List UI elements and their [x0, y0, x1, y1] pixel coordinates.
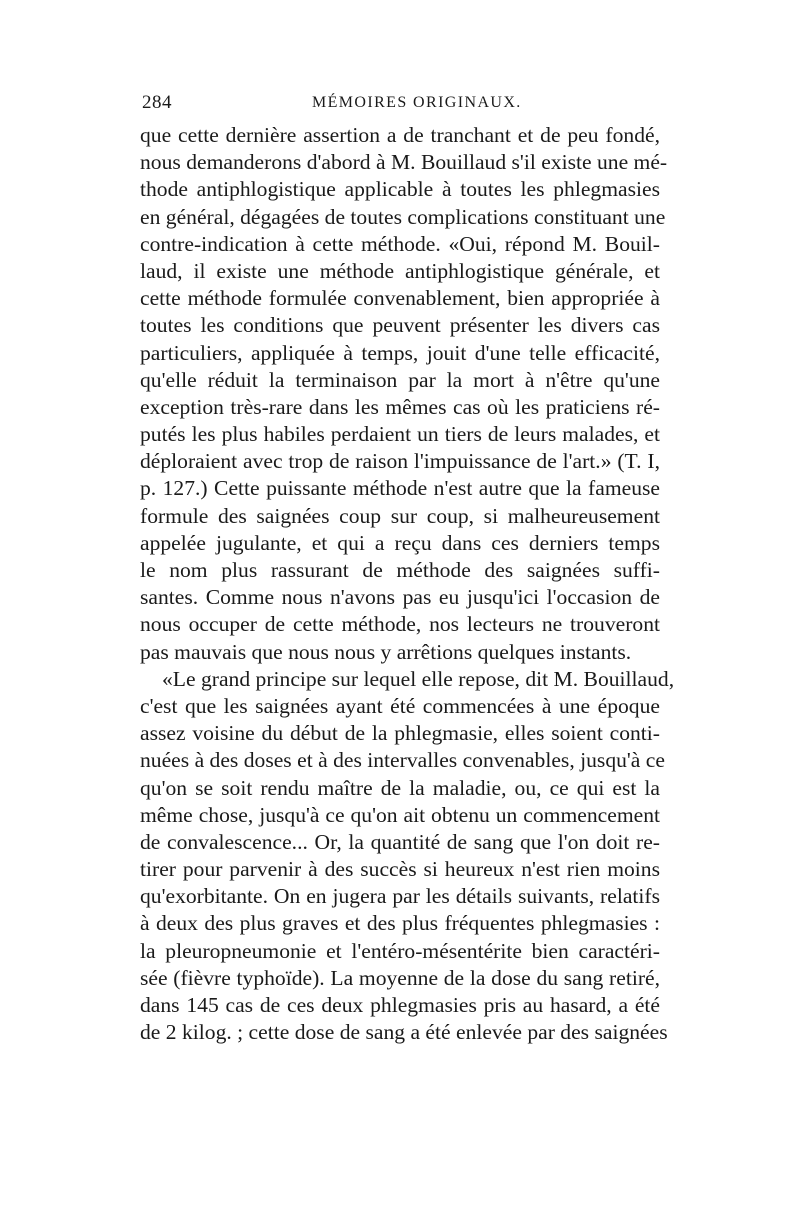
text-line: nous occuper de cette méthode, nos lecteurs ne trouveront: [140, 612, 660, 637]
text-line: assez voisine du début de la phlegmasie, elles soient conti-: [140, 721, 660, 746]
body-text: [140, 122, 675, 1046]
page-number: 284: [142, 92, 172, 113]
text-line: la pleuropneumonie et l'entéro-mésentérite bien caractéri-: [140, 938, 660, 963]
text-line: appelée jugulante, et qui a reçu dans ces derniers temps: [140, 530, 660, 555]
text-line: p. 127.) Cette puissante méthode n'est autre que la fameuse: [140, 476, 660, 501]
text-line: de 2 kilog. ; cette dose de sang a été enlevée par des saignées: [140, 1020, 668, 1045]
text-line: déploraient avec trop de raison l'impuissance de l'art.» (T. I,: [140, 449, 660, 474]
text-line: nuées à des doses et à des intervalles convenables, jusqu'à ce: [140, 748, 665, 773]
text-line: qu'exorbitante. On en jugera par les détails suivants, relatifs: [140, 884, 660, 909]
text-line: que cette dernière assertion a de tranchant et de peu fondé,: [140, 123, 660, 147]
text-line: tirer pour parvenir à des succès si heureux n'est rien moins: [140, 857, 660, 882]
text-line: nous demanderons d'abord à M. Bouillaud s'il existe une mé-: [140, 150, 668, 175]
text-line: santes. Comme nous n'avons pas eu jusqu'ici l'occasion de: [140, 585, 660, 610]
text-line: contre-indication à cette méthode. «Oui, répond M. Bouil-: [140, 231, 660, 256]
text-line: le nom plus rassurant de méthode des saignées suffi-: [140, 558, 660, 582]
text-line: formule des saignées coup sur coup, si malheureusement: [140, 503, 660, 528]
running-head: [140, 92, 660, 122]
text-line: dans 145 cas de ces deux phlegmasies pris au hasard, a été: [140, 993, 660, 1017]
book-page: [140, 92, 675, 1046]
text-line: putés les plus habiles perdaient un tiers de leurs malades, et: [140, 422, 660, 447]
running-title: MÉMOIRES ORIGINAUX.: [312, 94, 522, 111]
text-line: à deux des plus graves et des plus fréquentes phlegmasies :: [140, 911, 660, 936]
text-line: laud, il existe une méthode antiphlogistique générale, et: [140, 258, 660, 283]
text-line: qu'elle réduit la terminaison par la mort à n'être qu'une: [140, 367, 660, 392]
text-line: c'est que les saignées ayant été commencées à une époque: [140, 693, 660, 718]
text-line: thode antiphlogistique applicable à toutes les phlegmasies: [140, 177, 660, 202]
text-line: en général, dégagées de toutes complications constituant une: [140, 204, 666, 229]
text-line: particuliers, appliquée à temps, jouit d'une telle efficacité,: [140, 340, 660, 365]
text-line: de convalescence... Or, la quantité de sang que l'on doit re-: [140, 829, 660, 854]
text-line: pas mauvais que nous nous y arrêtions quelques instants.: [140, 639, 632, 664]
text-line: cette méthode formulée convenablement, bien appropriée à: [140, 286, 660, 311]
text-line: qu'on se soit rendu maître de la maladie, ou, ce qui est la: [140, 775, 660, 800]
paragraph-start-line: «Le grand principe sur lequel elle repose, dit M. Bouillaud,: [162, 666, 675, 691]
text-line: sée (fièvre typhoïde). La moyenne de la dose du sang retiré,: [140, 965, 660, 990]
text-line: même chose, jusqu'à ce qu'on ait obtenu un commencement: [140, 802, 660, 827]
text-line: toutes les conditions que peuvent présenter les divers cas: [140, 313, 660, 338]
text-line: exception très-rare dans les mêmes cas où les praticiens ré-: [140, 394, 660, 419]
